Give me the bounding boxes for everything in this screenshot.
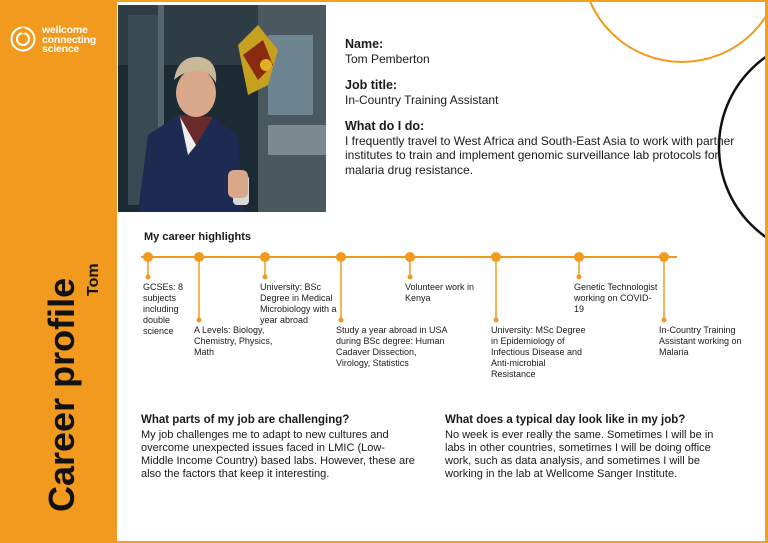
timeline-connector-end (408, 275, 413, 280)
timeline-connector-end (662, 318, 667, 323)
timeline-milestone-label: University: BSc Degree in Medical Microbiology with a year abroad (260, 282, 337, 325)
logo-line: wellcome (42, 24, 88, 36)
challenges-section (141, 414, 416, 481)
timeline-connector-end (577, 275, 582, 280)
logo-line: connecting (42, 33, 97, 46)
timeline-milestone-dot (659, 252, 669, 262)
timeline-milestone-label: A Levels: Biology, Chemistry, Physics, Math (194, 325, 273, 357)
logo-circle-icon (10, 26, 36, 52)
profile-card (117, 2, 765, 541)
timeline-milestone-label: In-Country Training Assistant working on Malaria (659, 325, 742, 357)
timeline-connector-end (197, 318, 202, 323)
timeline-milestone-dot (143, 252, 153, 262)
timeline-milestone-label: Study a year abroad in USA during BSc degree: Human Cadaver Dissection, Virology, Statistics (336, 325, 448, 368)
career-highlights-title: My career highlights (144, 231, 251, 243)
timeline-connector-end (146, 275, 151, 280)
timeline-milestone-dot (194, 252, 204, 262)
timeline-milestone-dot (405, 252, 415, 262)
timeline-milestone-label: Genetic Technologist working on COVID-19 (574, 282, 658, 314)
what-do-i-do-label: What do I do: (345, 119, 425, 133)
name-label: Name: (345, 37, 384, 51)
wellcome-logo (10, 26, 96, 55)
typical-day-body: No week is ever really the same. Sometimes I will be in labs in other countries, sometimes I will be doing office work, such as data analysis, and sometimes I will be working in the lab at Wellcome Sanger Institute. (445, 429, 714, 480)
career-profile-title: Career profile (41, 277, 82, 512)
logo-text (42, 26, 96, 55)
timeline-milestone-dot (336, 252, 346, 262)
challenges-heading: What parts of my job are challenging? (141, 414, 350, 426)
timeline-milestone-dot (260, 252, 270, 262)
name-value: Tom Pemberton (345, 51, 430, 66)
typical-day-heading: What does a typical day look like in my job? (445, 414, 686, 426)
typical-day-section (445, 414, 730, 481)
timeline-milestone-dot (574, 252, 584, 262)
timeline-milestone-label: GCSEs: 8 subjects including double science (143, 282, 184, 336)
sidebar (0, 0, 117, 543)
job-title-label: Job title: (345, 78, 398, 92)
timeline-milestone-label: Volunteer work in Kenya (405, 282, 475, 303)
challenges-body: My job challenges me to adapt to new cultures and overcome unexpected issues faced in LMIC (Low-Middle Income Country) based labs. However, these are also the factors that keep it interesting. (141, 429, 415, 480)
what-do-i-do-value: I frequently travel to West Africa and South-East Asia to work with partner institutes to train and implement genomic surveillance lab protocols for malaria drug resistance. (345, 133, 735, 177)
logo-line: science (42, 43, 80, 55)
timeline-connector-end (494, 318, 499, 323)
job-title-value: In-Country Training Assistant (345, 92, 499, 107)
timeline-milestone-dot (491, 252, 501, 262)
timeline-milestone-label: University: MSc Degree in Epidemiology of Infectious Disease and Anti-microbial Resistance (491, 325, 586, 379)
profile-first-name: Tom (85, 263, 102, 296)
timeline-connector-end (263, 275, 268, 280)
